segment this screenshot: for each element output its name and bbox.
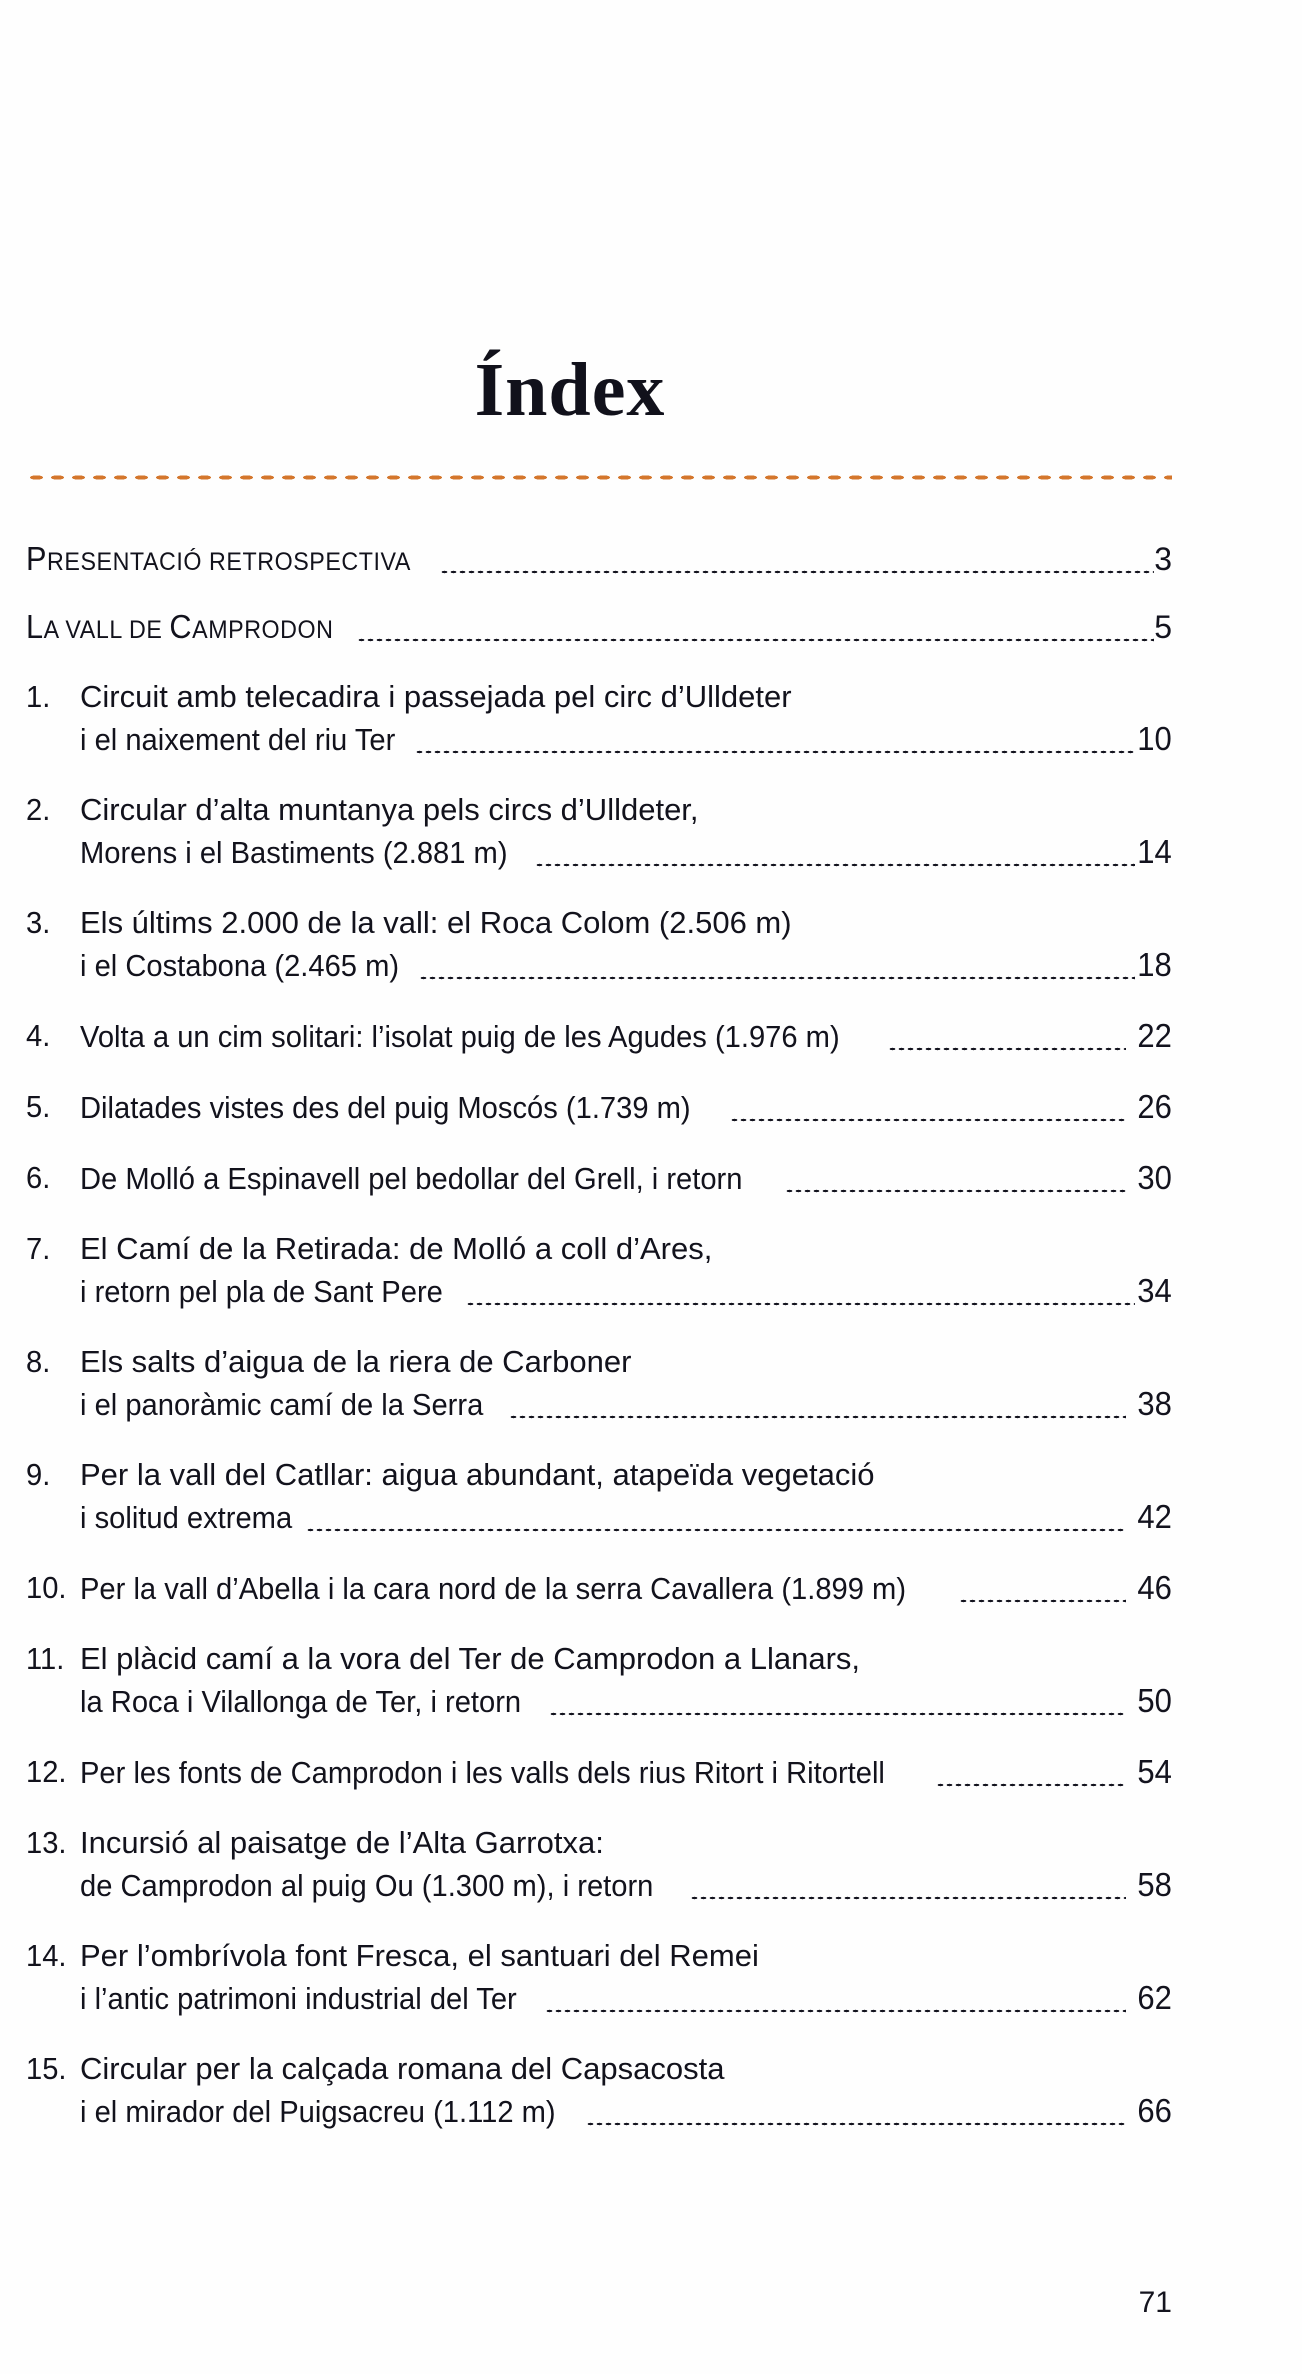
- toc-entry-4[interactable]: [26, 1015, 1172, 1058]
- toc-page-number: 42: [1128, 1498, 1172, 1535]
- dot-leader: [586, 2102, 1126, 2133]
- toc-entry-number: 5.: [26, 1089, 51, 1124]
- toc-entry-title-line: i solitud extrema: [80, 1500, 293, 1535]
- toc-entry-title-line: Per la vall del Catllar: aigua abundant, atapeïda vegetació: [80, 1457, 875, 1492]
- dot-leader: [535, 843, 1135, 874]
- toc-entry-title-line: i el naixement del riu Ter: [80, 722, 396, 757]
- toc-page-number: 22: [1128, 1017, 1172, 1054]
- toc-entry-last-line: [80, 1157, 1172, 1200]
- toc-entry-title-line: i retorn pel pla de Sant Pere: [80, 1274, 443, 1309]
- toc-entry-last-line: [80, 1751, 1172, 1794]
- toc-entry-9[interactable]: [26, 1454, 1172, 1539]
- toc-page-number: 46: [1128, 1569, 1172, 1606]
- toc-entry-title-line: Els salts d’aigua de la riera de Carboner: [80, 1344, 632, 1379]
- toc-entry-body: [80, 1341, 1172, 1426]
- dot-leader: [730, 1098, 1127, 1129]
- dot-leader: [785, 1169, 1126, 1200]
- dot-leader: [415, 730, 1135, 761]
- page-folio-number: 71: [1138, 2286, 1172, 2319]
- toc-entry-number: 2.: [26, 792, 51, 827]
- toc-entry-body: [80, 789, 1172, 874]
- toc-entry-smallcaps-secondary: AMPRODON: [192, 616, 334, 644]
- toc-entry-smallcaps: RESENTACIÓ RETROSPECTIVA: [47, 548, 411, 576]
- toc-entry-body: [80, 676, 1172, 761]
- toc-entry-initial: L: [26, 608, 44, 645]
- toc-entry-last-line: [80, 718, 1172, 761]
- toc-entry-presentacio[interactable]: [26, 540, 1172, 578]
- toc-entry-14[interactable]: [26, 1935, 1172, 2020]
- toc-page-number: 58: [1128, 1866, 1172, 1903]
- toc-entry-2[interactable]: [26, 789, 1172, 874]
- toc-page-number: 5: [1154, 609, 1172, 645]
- toc-entry-6[interactable]: [26, 1157, 1172, 1200]
- dot-leader: [690, 1876, 1126, 1907]
- toc-entry-last-line: [80, 1680, 1172, 1723]
- toc-entry-body: [80, 1228, 1172, 1313]
- page-title: Índex: [474, 348, 666, 432]
- toc-entry-number: 8.: [26, 1344, 51, 1379]
- dot-leader: [509, 1395, 1126, 1426]
- toc-entry-title-line: i l’antic patrimoni industrial del Ter: [80, 1981, 517, 2016]
- toc-entry-body: [80, 902, 1172, 987]
- toc-entry-last-line: [80, 1015, 1172, 1058]
- toc-page-number: 30: [1128, 1159, 1172, 1196]
- toc-page-number: 10: [1137, 720, 1172, 757]
- toc-entry-number: 13.: [26, 1825, 67, 1860]
- toc-entry-last-line: [80, 1567, 1172, 1610]
- toc-entry-7[interactable]: [26, 1228, 1172, 1313]
- toc-entry-body: [80, 1086, 1172, 1129]
- toc-entry-title-line: Circular d’alta muntanya pels circs d’Ulldeter,: [80, 792, 699, 827]
- toc-entry-body: [80, 1935, 1172, 2020]
- toc-entry-body: [80, 1454, 1172, 1539]
- toc-entry-number: 3.: [26, 905, 51, 940]
- toc-entry-label: [26, 608, 334, 646]
- dot-leader: [545, 1989, 1126, 2020]
- toc-entry-last-line: [80, 1270, 1172, 1313]
- toc-entry-body: [80, 1567, 1172, 1610]
- toc-entry-11[interactable]: [26, 1638, 1172, 1723]
- toc-entry-last-line: [80, 944, 1172, 987]
- toc-entry-title-line: de Camprodon al puig Ou (1.300 m), i retorn: [80, 1868, 654, 1903]
- toc-entry-body: [80, 1638, 1172, 1723]
- toc-entry-3[interactable]: [26, 902, 1172, 987]
- toc-entry-body: [80, 1015, 1172, 1058]
- dot-leader: [357, 630, 1155, 646]
- toc-page-number: 54: [1128, 1753, 1172, 1790]
- toc-entry-10[interactable]: [26, 1567, 1172, 1610]
- table-of-contents: [26, 540, 1172, 2161]
- toc-entry-title-line: Incursió al paisatge de l’Alta Garrotxa:: [80, 1825, 604, 1860]
- toc-entry-title-line: Per la vall d’Abella i la cara nord de la serra Cavallera (1.899 m): [80, 1571, 907, 1606]
- dot-leader: [306, 1508, 1126, 1539]
- dot-leader: [549, 1692, 1126, 1723]
- toc-entry-number: 10.: [26, 1570, 67, 1605]
- toc-entry-title-line: El Camí de la Retirada: de Molló a coll d’Ares,: [80, 1231, 713, 1266]
- dot-leader: [419, 956, 1135, 987]
- toc-page-number: 14: [1137, 833, 1172, 870]
- toc-entry-last-line: [80, 1086, 1172, 1129]
- toc-entry-title-line: Circuit amb telecadira i passejada pel circ d’Ulldeter: [80, 679, 792, 714]
- toc-entry-number: 4.: [26, 1018, 51, 1053]
- toc-entry-number: 6.: [26, 1160, 51, 1195]
- toc-entry-number: 1.: [26, 679, 51, 714]
- toc-entry-number: 14.: [26, 1938, 67, 1973]
- toc-entry-15[interactable]: [26, 2048, 1172, 2133]
- toc-entry-13[interactable]: [26, 1822, 1172, 1907]
- dot-leader: [440, 562, 1154, 578]
- toc-entry-label: [26, 540, 411, 578]
- toc-entry-title-line: Per l’ombrívola font Fresca, el santuari del Remei: [80, 1938, 759, 1973]
- toc-page-number: 62: [1128, 1979, 1172, 2016]
- toc-entry-last-line: [80, 1496, 1172, 1539]
- toc-entry-la-vall-de-camprodon[interactable]: [26, 608, 1172, 646]
- toc-entry-title-line: Circular per la calçada romana del Capsacosta: [80, 2051, 725, 2086]
- toc-entry-initial: P: [26, 540, 48, 577]
- toc-entry-number: 7.: [26, 1231, 51, 1266]
- toc-entry-title-line: Volta a un cim solitari: l’isolat puig de les Agudes (1.976 m): [80, 1019, 840, 1054]
- toc-entry-last-line: [80, 2090, 1172, 2133]
- toc-entry-body: [80, 1157, 1172, 1200]
- decorative-dotted-rule: [26, 474, 1172, 481]
- dot-leader: [959, 1579, 1126, 1610]
- toc-entry-title-line: El plàcid camí a la vora del Ter de Camprodon a Llanars,: [80, 1641, 861, 1676]
- toc-entry-title-line: la Roca i Vilallonga de Ter, i retorn: [80, 1684, 522, 1719]
- toc-page-number: 18: [1137, 946, 1172, 983]
- dot-leader: [936, 1763, 1126, 1794]
- toc-entry-body: [80, 1751, 1172, 1794]
- toc-entry-title-line: i el panoràmic camí de la Serra: [80, 1387, 484, 1422]
- toc-entry-title-line: Els últims 2.000 de la vall: el Roca Colom (2.506 m): [80, 905, 792, 940]
- toc-page-number: 38: [1128, 1385, 1172, 1422]
- toc-entry-last-line: [80, 1383, 1172, 1426]
- toc-entry-title-line: Per les fonts de Camprodon i les valls dels rius Ritort i Ritortell: [80, 1755, 885, 1790]
- toc-entry-title-line: i el mirador del Puigsacreu (1.112 m): [80, 2094, 556, 2129]
- toc-entry-5[interactable]: [26, 1086, 1172, 1129]
- toc-entry-body: [80, 1822, 1172, 1907]
- toc-entry-8[interactable]: [26, 1341, 1172, 1426]
- toc-page-number: 34: [1137, 1272, 1172, 1309]
- toc-entry-last-line: [80, 831, 1172, 874]
- toc-entry-number: 12.: [26, 1754, 67, 1789]
- toc-entry-number: 9.: [26, 1457, 51, 1492]
- toc-entry-title-line: i el Costabona (2.465 m): [80, 948, 400, 983]
- dot-leader: [888, 1027, 1126, 1058]
- toc-entry-number: 11.: [26, 1641, 65, 1676]
- toc-entry-title-line: Dilatades vistes des del puig Moscós (1.739 m): [80, 1090, 691, 1125]
- dot-leader: [466, 1282, 1135, 1313]
- toc-entry-number: 15.: [26, 2051, 67, 2086]
- toc-entry-last-line: [80, 1864, 1172, 1907]
- toc-page-number: 3: [1154, 541, 1172, 577]
- toc-page-number: 26: [1128, 1088, 1172, 1125]
- toc-entry-12[interactable]: [26, 1751, 1172, 1794]
- toc-entry-title-line: Morens i el Bastiments (2.881 m): [80, 835, 508, 870]
- toc-entry-last-line: [80, 1977, 1172, 2020]
- toc-entry-title-line: De Molló a Espinavell pel bedollar del Grell, i retorn: [80, 1161, 743, 1196]
- toc-page-number: 50: [1128, 1682, 1172, 1719]
- toc-entry-initial-secondary: C: [169, 608, 193, 645]
- frontmatter-entries: [26, 540, 1172, 646]
- toc-entry-body: [80, 2048, 1172, 2133]
- toc-page-number: 66: [1128, 2092, 1172, 2129]
- toc-entry-smallcaps: A VALL DE: [43, 616, 170, 644]
- toc-entry-1[interactable]: [26, 676, 1172, 761]
